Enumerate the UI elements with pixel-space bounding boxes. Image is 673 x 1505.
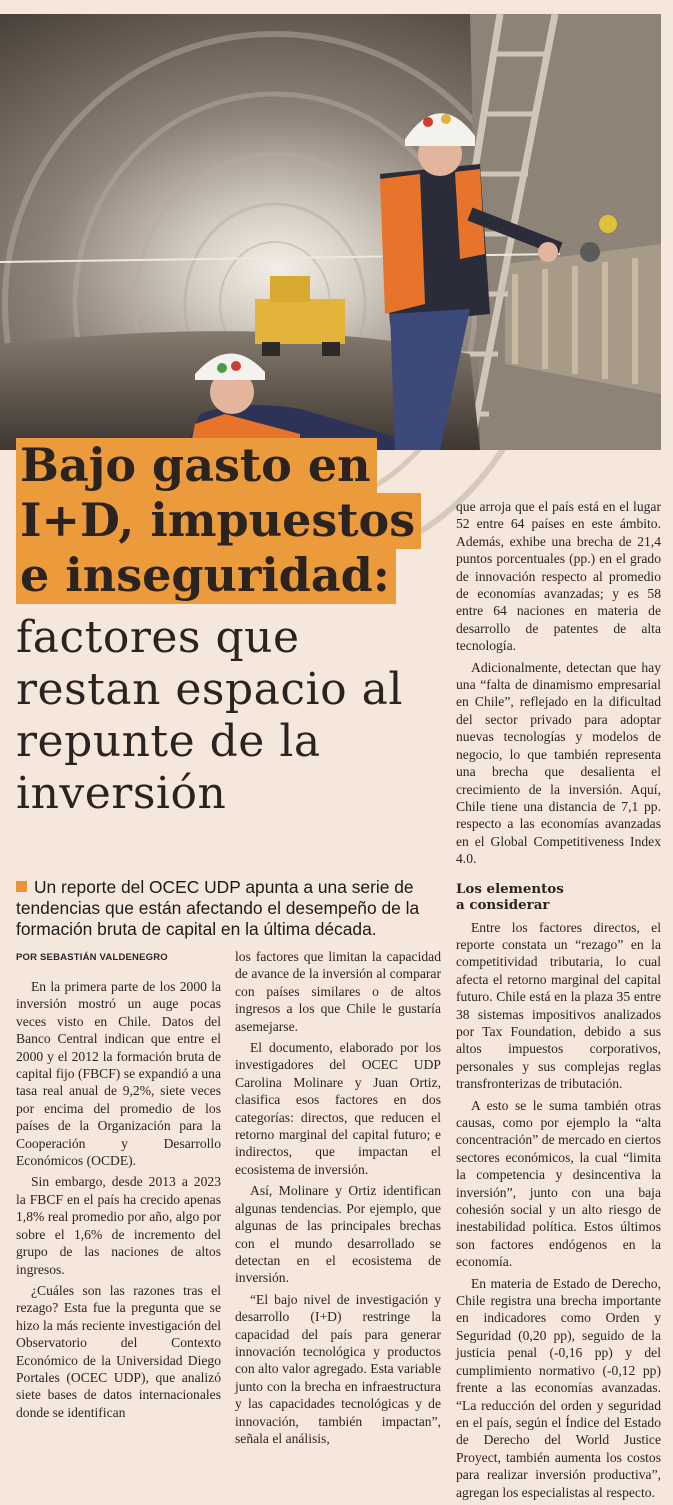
paragraph: Así, Molinare y Ortiz identifican algunas tendencias. Por ejemplo, que algunas de las principales brechas con el mundo desarrollado se detectan en el ecosistema de inversión. [235,1183,441,1286]
headline-line-2: I+D, impuestos [16,493,421,549]
paragraph: “El bajo nivel de investigación y desarrollo (I+D) restringe la capacidad del país para generar innovación tecnológica y productos con alto valor agregado. Esta variable junto con la brecha en infraestructura y las capacidades tecnológicas y de innovación, también impactan”, señala el análisis, [235,1291,441,1446]
byline: POR SEBASTIÁN VALDENEGRO [16,952,168,963]
article-lead [16,877,441,940]
column-1 [16,978,221,1425]
tunnel-workers-photo [0,14,661,450]
headline-bold [16,438,421,603]
paragraph: ¿Cuáles son las razones tras el rezago? Esta fue la pregunta que se hizo la más reciente investigación del Observatorio del Contexto Económico de la Universidad Diego Portales (OCEC UDP), que analizó siete bases de datos internacionales donde se identifican [16,1282,221,1420]
paragraph: que arroja que el país está en el lugar 52 entre 64 países en este ámbito. Además, exhibe una brecha de 21,4 puntos porcentuales (pp.) en el grado de innovación respecto al promedio de economías avanzadas; y es 58 entre 64 naciones en materia de desarrollo de patentes de alta tecnología. [456,499,661,654]
paragraph: El documento, elaborado por los investigadores del OCEC UDP Carolina Molinare y Juan Ortiz, clasifica esos factores en dos categorías: directos, que reducen el retorno marginal del capital futuro; e indirectos, que impactan el ecosistema de inversión. [235,1040,441,1177]
bullet-square-icon [16,881,27,892]
subhead-line-1: Los elementos [456,880,564,897]
headline-subtitle: factores que restan espacio al repunte de la inversión [16,612,403,819]
column-3 [456,498,661,1505]
headline-line-1: Bajo gasto en [16,438,377,494]
paragraph: A esto se le suma también otras causas, como por ejemplo la “alta concentración” de mercado en ciertos sectores económicos, la cual “limita la competencia y desincentiva la inversión”, junto con una baja cohesión social y un alto riesgo de inestabilidad política. Estos últimos son factores endógenos en la economía. [456,1097,661,1270]
paragraph: Adicionalmente, detectan que hay una “falta de dinamismo empresarial en Chile”, reflejado en la dificultad del sector privado para adoptar nuevas tecnologías y modelos de negocio, lo que también representa una brecha que desalienta el crecimiento de la inversión. Aquí, Chile tiene una distancia de 7,1 pp. respecto a las economías avanzadas en el Global Competitiveness Index 4.0. [456,659,661,867]
paragraph: En la primera parte de los 2000 la inversión mostró un auge pocas veces visto en Chile. Datos del Banco Central indican que entre el 2000 y el 2012 la formación bruta de capital fijo (FBCF) se expandió a una tasa real anual de 9,2%, siete veces por encima del promedio de los países de la Organización para la Cooperación y Desarrollo Económicos (OCDE). [16,979,221,1169]
paragraph: En materia de Estado de Derecho, Chile registra una brecha importante en indicadores como Orden y Seguridad (0,20 pp), seguido de la justicia penal (-0,16 pp) y del cumplimiento normativo (-0,12 pp) frente a las economías avanzadas. “La reducción del orden y seguridad en el país, según el Índice del Estado de Derecho del World Justice Proyect, también aumenta los costos para realizar inversión productiva”, agregan los especialistas al respecto. [456,1275,661,1500]
paragraph: Entre los factores directos, el reporte constata un “rezago” en la competitividad tributaria, lo cual afecta el retorno marginal del capital futuro. Chile está en la plaza 35 entre 38 sistemas impositivos analizados por Tax Foundation, debido a sus altos impuestos corporativos, personales y sus complejas reglas transfronterizas de tributación. [456,919,661,1092]
column-2 [235,948,441,1451]
lead-text: Un reporte del OCEC UDP apunta a una serie de tendencias que están afectando el desempeño de la formación bruta de capital en la última década. [16,877,420,939]
paragraph: Sin embargo, desde 2013 a 2023 la FBCF en el país ha crecido apenas 1,8% real promedio por año, algo por sobre el 1,6% de incremento del grupo de las naciones de altos ingresos. [16,1174,221,1277]
headline-line-3: e inseguridad: [16,548,396,604]
paragraph: los factores que limitan la capacidad de avance de la inversión al comparar con países similares o de altos ingresos a los que Chile le gustaría asemejarse. [235,949,441,1034]
section-subhead [456,881,661,913]
subhead-line-2: a considerar [456,896,550,913]
